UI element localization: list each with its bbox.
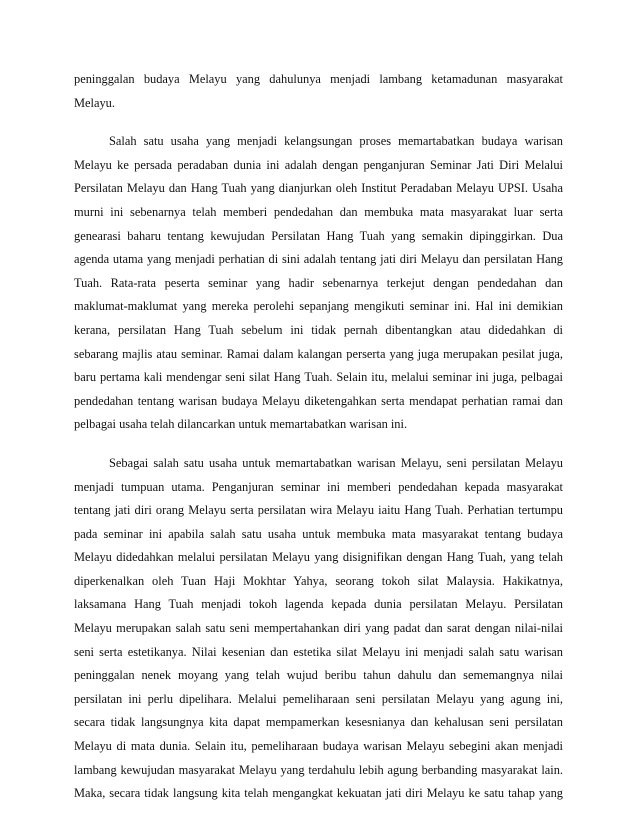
paragraph-line: secara tidak langsungnya kita dapat mempamerkan kesesnianya dan kehalusan seni persilatan xyxy=(74,715,563,730)
paragraph-line: Melayu. xyxy=(74,95,115,110)
paragraph-line: pada seminar ini apabila salah satu usaha untuk membuka mata masyarakat tentang budaya xyxy=(74,526,563,541)
paragraph-line: peninggalan nenek moyang yang telah wujud beribu tahun dahulu dan sememangnya nilai xyxy=(74,668,563,683)
paragraph-line: seni serta estetikanya. Nilai kesenian dan estetika silat Melayu ini menjadi salah satu warisan xyxy=(74,644,563,659)
paragraph-line: murni ini sebenarnya telah memberi pendedahan dan membuka mata masyarakat luar serta xyxy=(74,204,563,219)
paragraph-line: sebarang majlis atau seminar. Ramai dalam kalangan perserta yang juga merupakan pesilat juga, xyxy=(74,346,563,361)
paragraph-line: menjadi tumpuan utama. Penganjuran seminar ini memberi pendedahan kepada masyarakat xyxy=(74,479,563,494)
paragraph-line: Salah satu usaha yang menjadi kelangsungan proses memartabatkan budaya warisan xyxy=(109,134,563,149)
paragraph-spacer xyxy=(74,115,563,130)
paragraph-spacer xyxy=(74,437,563,452)
paragraph-line: persilatan ini perlu dipelihara. Melalui pemeliharaan seni persilatan Melayu yang agung ini, xyxy=(74,691,563,706)
paragraph-line: agenda utama yang menjadi perhatian di sini adalah tentang jati diri Melayu dan persilatan Hang xyxy=(74,252,563,267)
paragraph-line: Melayu merupakan salah satu seni mempertahankan diri yang padat dan sarat dengan nilai-nilai xyxy=(74,621,563,636)
paragraph-line: Maka, secara tidak langsung kita telah mengangkat kekuatan jati diri Melayu ke satu tahap yang xyxy=(74,786,563,801)
paragraph-line: tentang jati diri orang Melayu serta persilatan wira Melayu iaitu Hang Tuah. Perhatian tertumpu xyxy=(74,503,563,518)
paragraph-line: Sebagai salah satu usaha untuk memartabatkan warisan Melayu, seni persilatan Melayu xyxy=(109,455,563,470)
paragraph-line: genearasi baharu tentang kewujudan Persilatan Hang Tuah yang semakin dipinggirkan. Dua xyxy=(74,228,563,243)
paragraph-line: Melayu di mata dunia. Selain itu, pemeliharaan budaya warisan Melayu sebegini akan menjadi xyxy=(74,739,563,754)
paragraph-line: baru pertama kali mendengar seni silat Hang Tuah. Selain itu, melalui seminar ini juga, pelbagai xyxy=(74,370,563,385)
paragraph-line: Persilatan Melayu dan Hang Tuah yang dianjurkan oleh Institut Peradaban Melayu UPSI. Usaha xyxy=(74,181,563,196)
paragraph-1 xyxy=(74,68,563,115)
paragraph-line: peninggalan budaya Melayu yang dahulunya menjadi lambang ketamadunan masyarakat xyxy=(74,72,563,86)
paragraph-line: lambang kewujudan masyarakat Melayu yang terdahulu lebih agung berbanding masyarakat lain. xyxy=(74,762,563,777)
paragraph-line: Melayu didedahkan melalui persilatan Melayu yang disignifikan dengan Hang Tuah, yang telah xyxy=(74,550,563,565)
paragraph-line: pelbagai usaha telah dilancarkan untuk memartabatkan warisan ini. xyxy=(74,417,408,432)
paragraph-line: Melayu ke persada peradaban dunia ini adalah dengan penganjuran Seminar Jati Diri Melalui xyxy=(74,157,563,172)
paragraph-line: diperkenalkan oleh Tuan Haji Mokhtar Yahya, seorang tokoh silat Malaysia. Hakikatnya, xyxy=(74,573,563,588)
paragraph-line: kerana, persilatan Hang Tuah sebelum ini tidak pernah dibentangkan atau didedahkan di xyxy=(74,322,563,337)
paragraph-line: Tuah. Rata-rata peserta seminar yang hadir sebenarnya terkejut dengan pendedahan dan xyxy=(74,275,563,290)
paragraph-3 xyxy=(74,452,563,806)
paragraph-line: laksamana Hang Tuah menjadi tokoh lagenda kepada dunia persilatan Melayu. Persilatan xyxy=(74,597,563,612)
paragraph-line: pendedahan tentang warisan budaya Melayu diketengahkan serta mendapat perhatian ramai dan xyxy=(74,393,563,408)
paragraph-line: maklumat-maklumat yang mereka perolehi sepanjang mengikuti seminar ini. Hal ini demikian xyxy=(74,299,563,314)
paragraph-2 xyxy=(74,130,563,437)
